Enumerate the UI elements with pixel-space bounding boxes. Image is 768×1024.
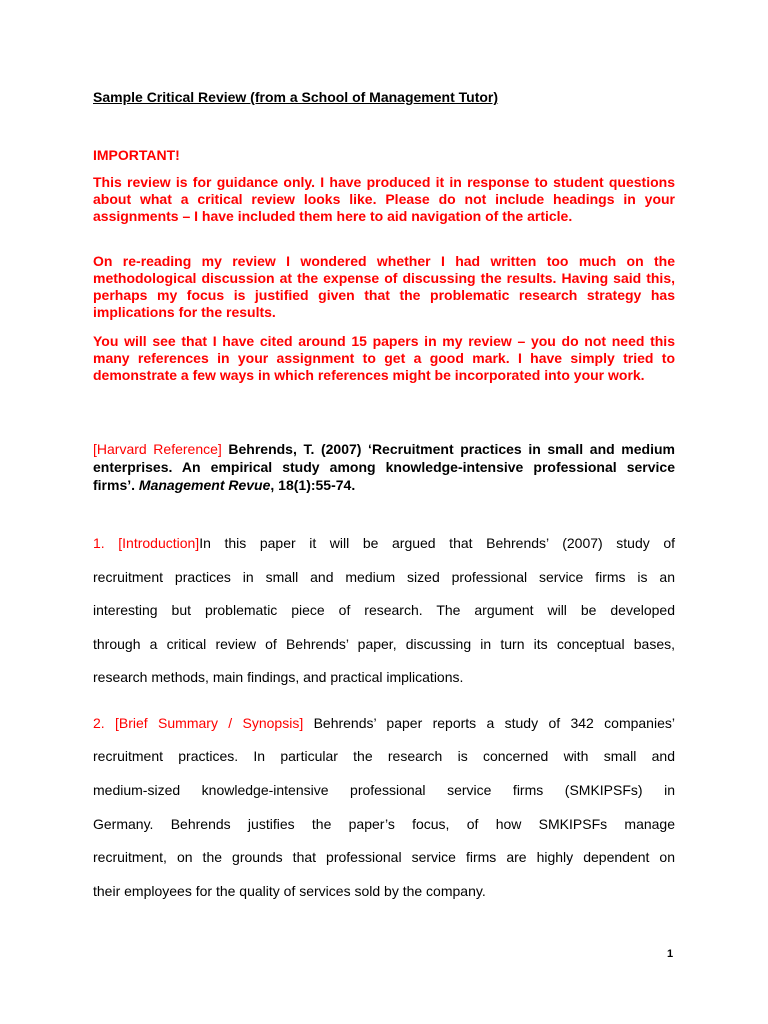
intro-line-1: 1. [Introduction]In this paper it will be argued that Behrends’ (2007) study of [93, 535, 675, 551]
intro-line-3: interesting but problematic piece of research. The argument will be developed [93, 602, 675, 618]
summary-line-4: Germany. Behrends justifies the paper’s focus, of how SMKIPSFs manage [93, 816, 675, 832]
important-heading: IMPORTANT! [93, 147, 180, 163]
summary-line-2: recruitment practices. In particular the research is concerned with small and [93, 748, 675, 764]
page-number: 1 [667, 948, 674, 960]
reference-journal: Management Revue [135, 477, 271, 493]
document-title: Sample Critical Review (from a School of Management Tutor) [93, 89, 499, 105]
methodology-note-paragraph: On re-reading my review I wondered whether I had written too much on the methodological discussion at the expense of discussing the results. Having said this, perhaps my focus is justified given that the problematic research strategy has implications for the results. [93, 253, 675, 320]
summary-heading: 2. [Brief Summary / Synopsis] [93, 715, 304, 731]
guidance-paragraph: This review is for guidance only. I have produced it in response to student questions about what a critical review looks like. Please do not include headings in your assignments – I have included them here to aid navigation of the article. [93, 174, 675, 224]
references-note-paragraph: You will see that I have cited around 15 papers in my review – you do not need this many references in your assignment to get a good mark. I have simply tried to demonstrate a few ways in which references might be incorporated into your work. [93, 333, 675, 383]
reference-label: [Harvard Reference] [93, 441, 222, 457]
summary-line-5: recruitment, on the grounds that professional service firms are highly dependent on [93, 849, 675, 865]
summary-line-6: their employees for the quality of services sold by the company. [93, 883, 486, 899]
intro-line-4: through a critical review of Behrends’ paper, discussing in turn its conceptual bases, [93, 636, 675, 652]
harvard-reference [93, 440, 675, 494]
reference-citation: Behrends, T. (2007) ‘Recruitment practices in small and medium enterprises. An empirical study among knowledge-intensive professional service firms’. [93, 441, 675, 493]
summary-line-1: 2. [Brief Summary / Synopsis] Behrends’ paper reports a study of 342 companies’ [93, 715, 675, 731]
intro-heading: 1. [Introduction] [93, 535, 200, 551]
intro-line-2: recruitment practices in small and medium sized professional service firms is an [93, 569, 675, 585]
summary-line-3: medium-sized knowledge-intensive professional service firms (SMKIPSFs) in [93, 782, 675, 798]
reference-details: , 18(1):55-74. [270, 477, 356, 493]
intro-line-5: research methods, main findings, and practical implications. [93, 669, 464, 685]
